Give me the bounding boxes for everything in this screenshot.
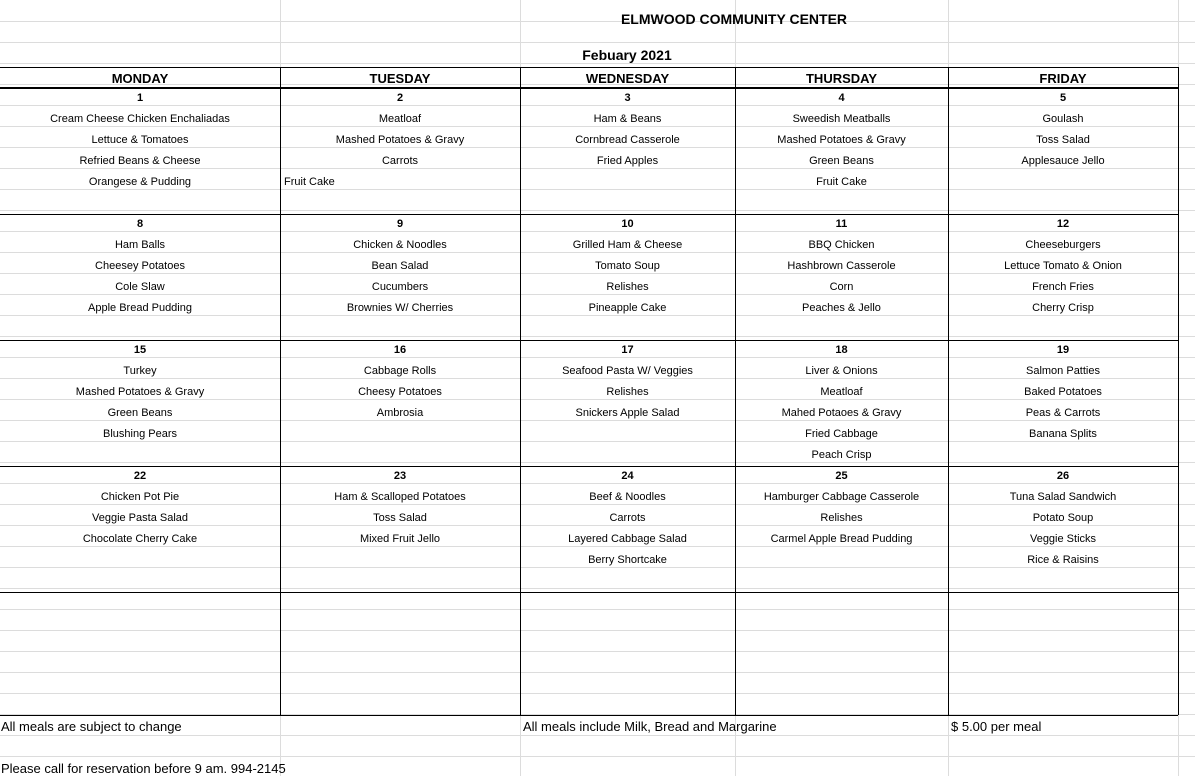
date-cell: 17 (621, 344, 634, 356)
meal-item: Chocolate Cherry Cake (82, 533, 198, 545)
meal-item: Toss Salad (373, 512, 427, 524)
meal-item: Ham Balls (114, 239, 166, 251)
date-cell: 22 (133, 470, 147, 482)
date-cell: 23 (393, 470, 407, 482)
meal-item: Ham & Beans (593, 113, 662, 125)
gridline-row (0, 693, 1195, 694)
change-note: All meals are subject to change (1, 719, 182, 734)
meal-item: Applesauce Jello (1021, 155, 1105, 167)
meal-item: Apple Bread Pudding (88, 302, 192, 314)
date-cell: 4 (838, 92, 845, 104)
meal-item: Beef & Noodles (589, 491, 666, 503)
date-cell: 10 (621, 218, 634, 230)
meal-item: Brownies W/ Cherries (346, 302, 454, 314)
date-cell: 3 (624, 92, 631, 104)
meal-item: Hamburger Cabbage Casserole (763, 491, 920, 503)
day-header-monday: MONDAY (111, 71, 169, 86)
meal-item: Tomato Soup (595, 260, 660, 272)
meal-item: Chicken Pot Pie (100, 491, 180, 503)
date-cell: 1 (136, 92, 144, 104)
day-header-friday: FRIDAY (1039, 71, 1087, 86)
meal-item: Mixed Fruit Jello (359, 533, 441, 545)
meal-item: Veggie Sticks (1029, 533, 1097, 545)
reservation-note: Please call for reservation before 9 am. 994-2145 (1, 761, 286, 776)
meal-item: Sweedish Meatballs (792, 113, 891, 125)
meal-item: Refried Beans & Cheese (79, 155, 201, 167)
meal-item: Veggie Pasta Salad (91, 512, 189, 524)
meal-item: Carrots (609, 512, 646, 524)
meal-item: Layered Cabbage Salad (568, 533, 687, 545)
meal-item: Rice & Raisins (1027, 554, 1099, 566)
meal-item: Fried Apples (596, 155, 659, 167)
meal-item: Banana Splits (1029, 428, 1097, 440)
meal-item: Liver & Onions (805, 365, 878, 377)
meal-item: Corn (829, 281, 854, 293)
gridline-row (0, 756, 1195, 757)
meal-item: Seafood Pasta W/ Veggies (562, 365, 693, 377)
meal-item: Carmel Apple Bread Pudding (770, 533, 913, 545)
meal-item: Cucumbers (371, 281, 429, 293)
meal-item: Fried Cabbage (805, 428, 878, 440)
gridline-row (0, 336, 1195, 337)
meal-item: Mahed Potaoes & Gravy (781, 407, 902, 419)
meal-item: Peaches & Jello (802, 302, 881, 314)
meal-item: Relishes (820, 512, 863, 524)
price-note: $ 5.00 per meal (951, 719, 1042, 734)
meal-item: Relishes (606, 281, 649, 293)
meal-item: Relishes (606, 386, 649, 398)
meal-item: Hashbrown Casserole (787, 260, 896, 272)
meal-item: Green Beans (107, 407, 173, 419)
meal-item: Lettuce & Tomatoes (91, 134, 189, 146)
meal-item: Toss Salad (1036, 134, 1090, 146)
gridline-row (0, 63, 1195, 64)
gridline-row (0, 672, 1195, 673)
meal-item: Carrots (381, 155, 419, 167)
meal-item: Green Beans (809, 155, 874, 167)
meal-item: Snickers Apple Salad (575, 407, 680, 419)
meal-item: Bean Salad (371, 260, 429, 272)
meal-item: Ham & Scalloped Potatoes (334, 491, 466, 503)
date-cell: 19 (1056, 344, 1070, 356)
meal-item: Blushing Pears (103, 428, 177, 440)
date-cell: 2 (396, 92, 404, 104)
meal-item: BBQ Chicken (808, 239, 875, 251)
date-cell: 11 (835, 218, 848, 230)
meal-item: Cheesy Potatoes (358, 386, 442, 398)
date-cell: 9 (396, 218, 404, 230)
meal-item: Meatloaf (378, 113, 422, 125)
meal-item: Cabbage Rolls (363, 365, 437, 377)
date-cell: 18 (835, 344, 848, 356)
date-cell: 25 (835, 470, 848, 482)
meal-item: Chicken & Noodles (353, 239, 447, 251)
day-header-tuesday: TUESDAY (369, 71, 431, 86)
meal-item: Cherry Crisp (1032, 302, 1094, 314)
date-cell: 15 (133, 344, 147, 356)
meal-item: Orangese & Pudding (88, 176, 192, 188)
date-cell: 5 (1059, 92, 1067, 104)
gridline-row (0, 651, 1195, 652)
meal-item: Tuna Salad Sandwich (1009, 491, 1117, 503)
date-cell: 8 (136, 218, 144, 230)
gridline-row (0, 210, 1195, 211)
meal-item: Ambrosia (376, 407, 424, 419)
meal-item: Peach Crisp (811, 449, 872, 461)
meal-item: Potato Soup (1032, 512, 1094, 524)
week-border (0, 592, 1178, 593)
meal-item: Fruit Cake (816, 176, 867, 188)
meal-item: Peas & Carrots (1025, 407, 1101, 419)
center-title: ELMWOOD COMMUNITY CENTER (620, 11, 848, 27)
date-cell: 24 (621, 470, 634, 482)
gridline-row (0, 630, 1195, 631)
meal-item: Cole Slaw (115, 281, 165, 293)
date-cell: 12 (1056, 218, 1070, 230)
meal-item: Meatloaf (820, 386, 863, 398)
meal-item: Cream Cheese Chicken Enchaliadas (50, 113, 230, 125)
meal-item: Mashed Potatoes & Gravy (335, 134, 465, 146)
gridline-row (0, 462, 1195, 463)
month-title: Febuary 2021 (582, 47, 672, 63)
meal-item: Lettuce Tomato & Onion (1004, 260, 1122, 272)
meal-item: Pineapple Cake (588, 302, 667, 314)
gridline-row (0, 588, 1195, 589)
day-header-thursday: THURSDAY (805, 71, 878, 86)
meal-item: Baked Potatoes (1024, 386, 1102, 398)
meal-item: Turkey (123, 365, 157, 377)
meal-item: Fruit Cake (284, 176, 335, 188)
gridline-row (0, 42, 1195, 43)
meal-item: Cheeseburgers (1025, 239, 1101, 251)
meal-item: French Fries (1032, 281, 1094, 293)
meal-item: Mashed Potatoes & Gravy (777, 134, 906, 146)
date-cell: 16 (393, 344, 407, 356)
meal-item: Cornbread Casserole (575, 134, 680, 146)
meal-item: Salmon Patties (1026, 365, 1100, 377)
include-note: All meals include Milk, Bread and Margarine (523, 719, 777, 734)
meal-item: Goulash (1042, 113, 1084, 125)
meal-item: Grilled Ham & Cheese (572, 239, 683, 251)
date-cell: 26 (1056, 470, 1070, 482)
day-header-wednesday: WEDNESDAY (585, 71, 670, 86)
meal-item: Mashed Potatoes & Gravy (75, 386, 205, 398)
column-border (1178, 67, 1179, 715)
gridline-row (0, 609, 1195, 610)
meal-item: Berry Shortcake (588, 554, 667, 566)
meal-item: Cheesey Potatoes (95, 260, 185, 272)
